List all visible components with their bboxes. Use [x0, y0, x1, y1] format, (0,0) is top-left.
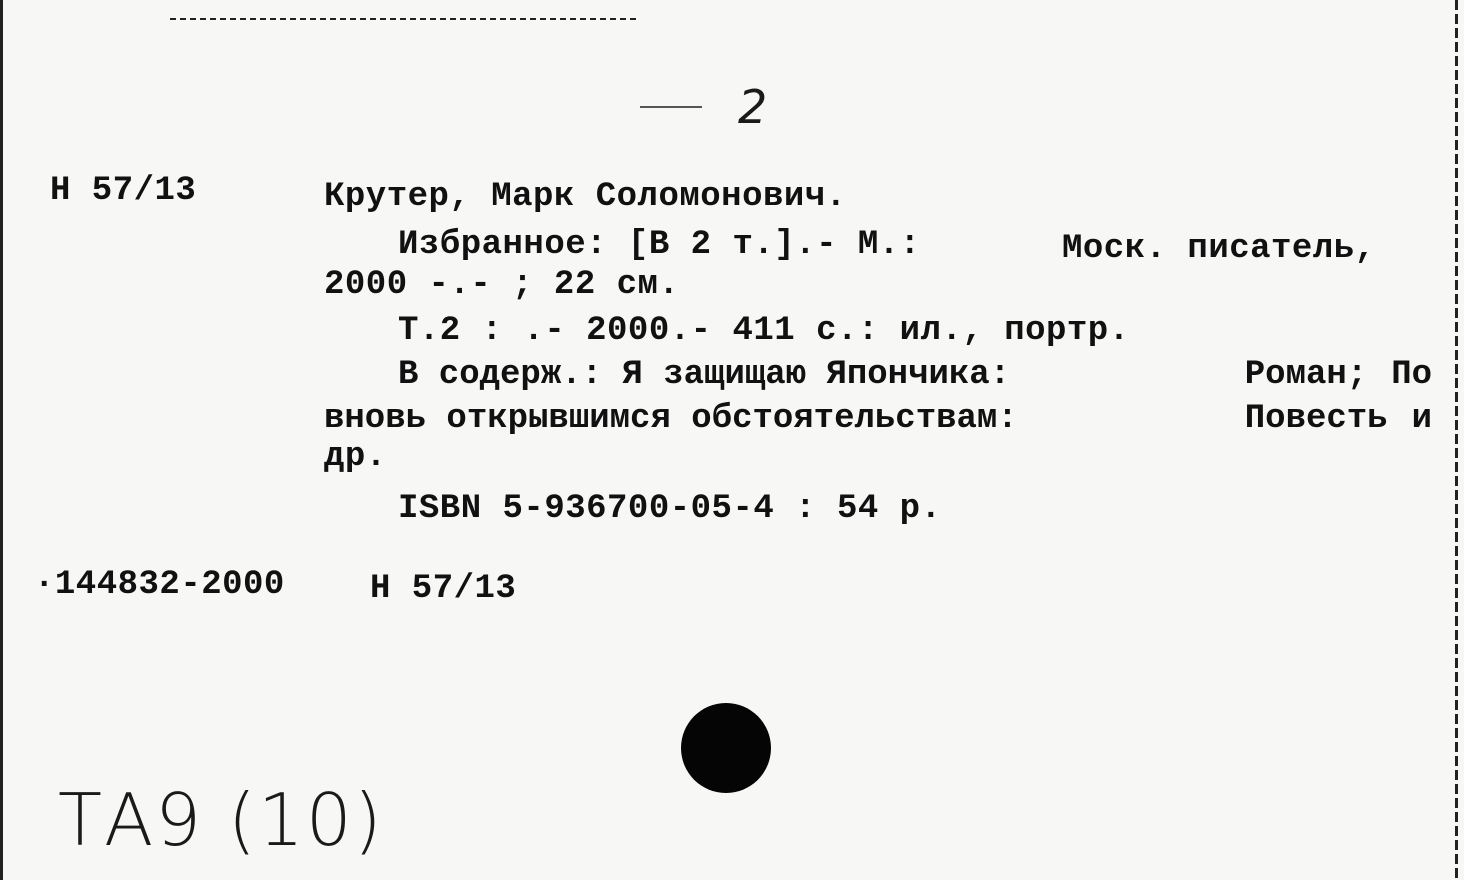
publisher: Моск. писатель,: [1062, 230, 1376, 268]
title-statement: Избранное: [В 2 т.].- М.:: [398, 226, 921, 264]
card-left-edge: [0, 0, 3, 880]
contents-note-line-3: др.: [324, 438, 387, 476]
contents-note-text: По: [1391, 356, 1432, 394]
shelfmark-repeat: Н 57/13: [370, 570, 517, 608]
contents-note-text: В содерж.: Я защищаю Япончика:: [398, 356, 1011, 394]
volume-description: Т.2 : .- 2000.- 411 с.: ил., портр.: [398, 312, 1130, 350]
contents-note-genre: Повесть: [1244, 400, 1388, 438]
handwritten-classification: ТА9 (10): [58, 778, 384, 862]
contents-note-text: и: [1411, 400, 1432, 438]
card-right-edge: [1455, 0, 1458, 880]
contents-note-genre: Роман;: [1244, 356, 1368, 394]
sheet-number: 2: [738, 80, 768, 134]
contents-note-line-2: [324, 402, 1432, 436]
author-heading: Крутер, Марк Соломонович.: [324, 178, 847, 216]
contents-note-line-1: [398, 358, 1432, 392]
isbn-and-price: ISBN 5-936700-05-4 : 54 р.: [398, 490, 942, 528]
handwritten-dash: [640, 106, 702, 108]
contents-note-text: вновь открывшимся обстоятельствам:: [324, 400, 1018, 438]
punch-hole: [681, 703, 771, 793]
accession-number: ·144832-2000: [34, 566, 285, 604]
date-and-size: 2000 -.- ; 22 см.: [324, 266, 680, 304]
shelfmark: Н 57/13: [50, 172, 197, 210]
card-top-edge: [170, 18, 640, 20]
